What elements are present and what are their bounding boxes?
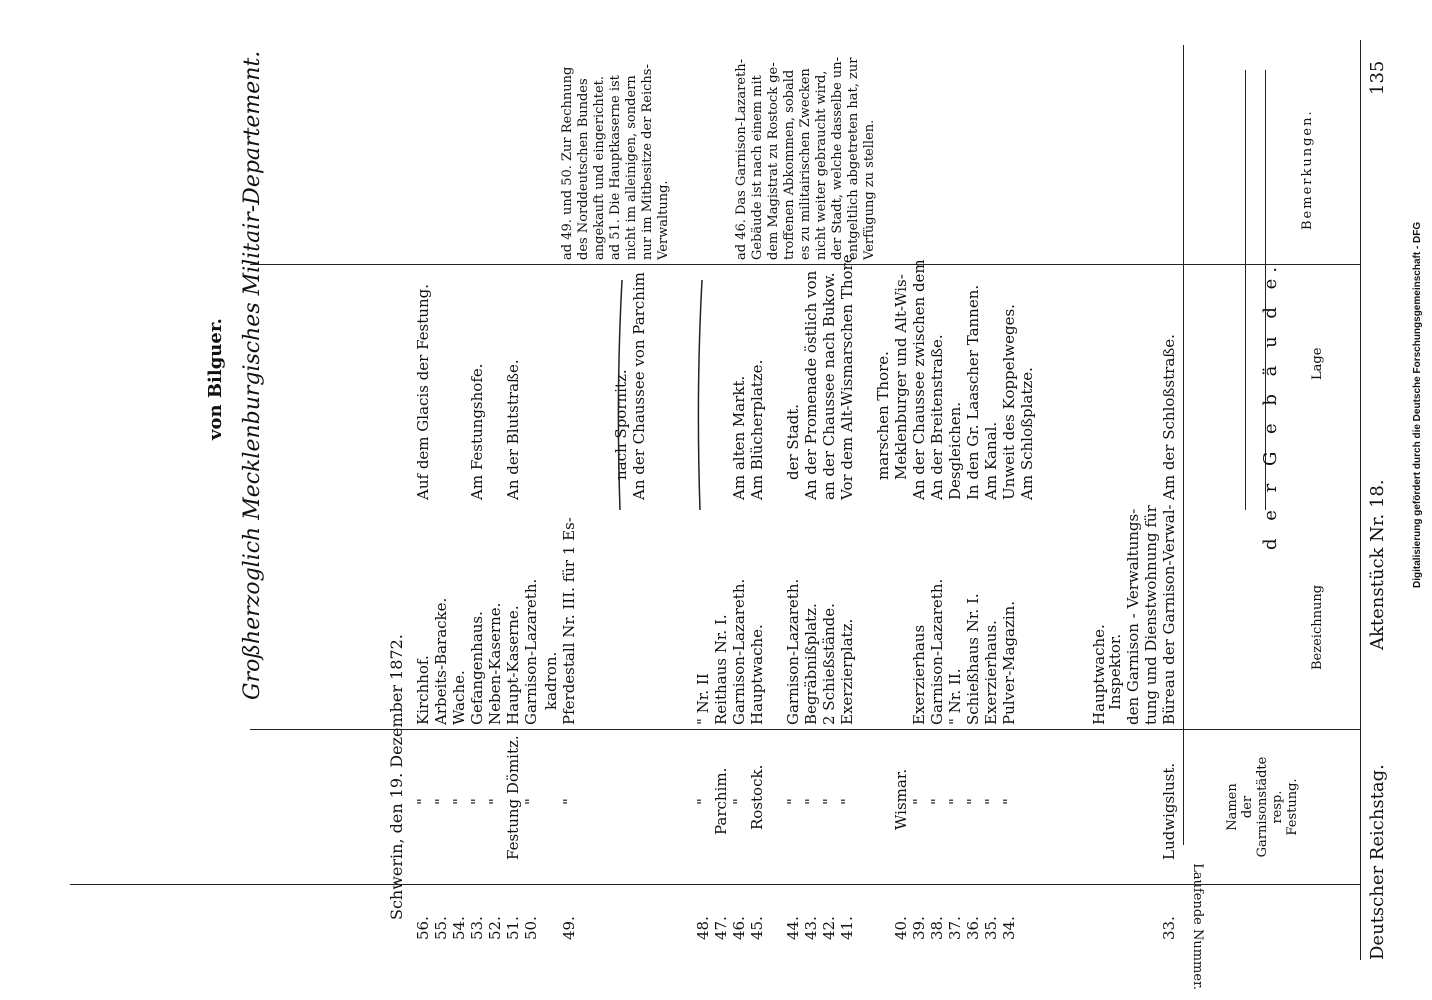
lage-52-55: Am Festungshofe. xyxy=(468,363,486,500)
number-45: 45. xyxy=(748,916,766,940)
note-49-51: ad 49. und 50. Zur Rechnung des Norddeutschen Bundes angekauft und eingerichtet. ad 51. Die Hauptkaserne ist nicht im alleinigen, sondern nur im Mitbesitze der Reichs- Verwaltung. xyxy=(560,64,671,260)
lage-34: Am Schloßplatze. xyxy=(1018,367,1036,500)
place-ditto-56: " xyxy=(414,798,432,805)
bez-42: 2 Schießstände. xyxy=(820,603,838,725)
bez-54: Wache. xyxy=(450,670,468,725)
page-number: 135 xyxy=(1367,60,1388,95)
bez-33a: Büreau der Garnison-Verwal- xyxy=(1160,504,1178,725)
bez-48: " Nr. II xyxy=(694,673,712,725)
place-ditto-49: " xyxy=(560,798,578,805)
number-49: 49. xyxy=(560,916,578,940)
place-ditto-44: " xyxy=(784,798,802,805)
lage-41-42a: Vor dem Alt-Wismarschen Thore xyxy=(838,254,856,500)
lage-47-49b: nach Spornitz. xyxy=(612,369,630,480)
number-42: 42. xyxy=(820,916,838,940)
header-right: Aktenstück Nr. 18. xyxy=(1367,479,1388,650)
bez-39: Garnison-Lazareth. xyxy=(928,578,946,725)
place-rostock: Rostock. xyxy=(748,764,766,830)
number-55: 55. xyxy=(432,916,450,940)
lage-43b: der Stadt. xyxy=(784,403,802,480)
brace-lines xyxy=(568,260,718,510)
lage-56: Auf dem Glacis der Festung. xyxy=(414,284,432,500)
bez-33c: den Garnison - Verwaltungs- xyxy=(1124,508,1142,725)
place-wismar: Wismar. xyxy=(892,768,910,830)
lage-38: Desgleichen. xyxy=(946,401,964,500)
header-laufende-nummer: Laufende Nummer. xyxy=(1190,863,1205,990)
header-lage: Lage xyxy=(1310,347,1325,380)
place-ludwigslust: Ludwigslust. xyxy=(1160,762,1178,860)
bez-44: Garnison-Lazareth. xyxy=(784,578,802,725)
bez-43: Begräbnißplatz. xyxy=(802,603,820,725)
number-35: 35. xyxy=(982,916,1000,940)
number-36: 36. xyxy=(964,916,982,940)
col-divider-lage xyxy=(250,264,1360,265)
place-doemitz: Festung Dömitz. xyxy=(504,735,522,860)
place-ditto-54: " xyxy=(450,798,468,805)
department-name: Großherzoglich Mecklenburgisches Militair-Departement. xyxy=(240,50,265,700)
bez-55: Arbeits-Baracke. xyxy=(432,597,450,725)
number-39: 39. xyxy=(910,916,928,940)
number-43: 43. xyxy=(802,916,820,940)
bez-47: Reithaus Nr. I. xyxy=(712,614,730,725)
place-ditto-35: " xyxy=(982,798,1000,805)
bez-52: Neben-Kaserne. xyxy=(486,602,504,725)
lage-40b: Meklenburger und Alt-Wis- xyxy=(892,274,910,480)
bez-40: Exerzierhaus xyxy=(910,624,928,725)
lage-40c: marschen Thore. xyxy=(874,351,892,480)
number-40: 40. xyxy=(892,916,910,940)
number-34: 34. xyxy=(1000,916,1018,940)
number-46: 46. xyxy=(730,916,748,940)
header-bezeichnung: Bezeichnung xyxy=(1310,584,1325,670)
lage-37: In den Gr. Laascher Tannen. xyxy=(964,284,982,500)
header-names: Namen der Garnisonstädte resp. Festung. xyxy=(1225,756,1300,858)
place-ditto-34: " xyxy=(1000,798,1018,805)
bez-38: " Nr. II. xyxy=(946,668,964,725)
col-divider-number xyxy=(70,884,1360,885)
place-ditto-52: " xyxy=(486,798,504,805)
bez-49b: kadron. xyxy=(542,651,560,710)
lage-46: Am alten Markt. xyxy=(730,375,748,500)
number-38: 38. xyxy=(928,916,946,940)
lage-43a: An der Promenade östlich von xyxy=(802,270,820,500)
place-ditto-53: " xyxy=(468,798,486,805)
place-ditto-48: " xyxy=(694,798,712,805)
bez-46: Garnison-Lazareth. xyxy=(730,578,748,725)
number-48: 48. xyxy=(694,916,712,940)
lage-35: Unweit des Koppelweges. xyxy=(1000,304,1018,500)
header-der-gebaeude: d e r G e b ä u d e. xyxy=(1260,260,1281,550)
signature: von Bilguer. xyxy=(205,318,226,440)
number-41: 41. xyxy=(838,916,856,940)
lage-39: An der Breitenstraße. xyxy=(928,334,946,500)
date-line: Schwerin, den 19. Dezember 1872. xyxy=(387,634,406,920)
lage-40a: An der Chaussee zwischen dem xyxy=(910,259,928,500)
bez-33d: Inspektor. xyxy=(1106,633,1124,710)
place-ditto-43: " xyxy=(802,798,820,805)
number-53: 53. xyxy=(468,916,486,940)
lage-50-51: An der Blutstraße. xyxy=(504,359,522,500)
top-rule xyxy=(1360,40,1361,960)
place-ditto-41: " xyxy=(838,798,856,805)
header-bottom-rule xyxy=(1183,45,1184,845)
place-ditto-36: " xyxy=(964,798,982,805)
number-52: 52. xyxy=(486,916,504,940)
place-ditto-50: " xyxy=(522,798,540,805)
number-56: 56. xyxy=(414,916,432,940)
place-ditto-42: " xyxy=(820,798,838,805)
number-50: 50. xyxy=(522,916,540,940)
header-subrule-a xyxy=(1245,70,1246,510)
bez-45: Hauptwache. xyxy=(748,624,766,725)
bez-37: Schießhaus Nr. I. xyxy=(964,593,982,725)
header-left: Deutscher Reichstag. xyxy=(1367,764,1388,960)
header-bemerkungen: Bemerkungen. xyxy=(1300,109,1315,230)
bez-53: Gefangenhaus. xyxy=(468,611,486,725)
number-54: 54. xyxy=(450,916,468,940)
number-47: 47. xyxy=(712,916,730,940)
bez-33b: tung und Dienstwohnung für xyxy=(1142,505,1160,725)
lage-41-42b: an der Chaussee nach Bukow. xyxy=(820,272,838,500)
bez-41: Exerzierplatz. xyxy=(838,618,856,725)
dfg-stamp: Digitalisierung gefördert durch die Deutsche Forschungsgemeinschaft - DFG xyxy=(1412,221,1423,588)
bez-36: Exerzierhaus. xyxy=(982,620,1000,725)
number-33: 33. xyxy=(1160,916,1178,940)
bez-56: Kirchhof. xyxy=(414,655,432,725)
place-ditto-55: " xyxy=(432,798,450,805)
lage-36: Am Kanal. xyxy=(982,421,1000,500)
lage-33: Am der Schloßstraße. xyxy=(1160,334,1178,500)
bez-35: Pulver-Magazin. xyxy=(1000,600,1018,725)
place-ditto-38: " xyxy=(928,798,946,805)
number-44: 44. xyxy=(784,916,802,940)
number-37: 37. xyxy=(946,916,964,940)
bez-34: Hauptwache. xyxy=(1090,624,1108,725)
col-divider-names xyxy=(250,729,1360,730)
bez-51: Haupt-Kaserne. xyxy=(504,605,522,725)
place-parchim: Parchim. xyxy=(712,767,730,835)
lage-45: Am Blücherplatze. xyxy=(748,359,766,500)
number-51: 51. xyxy=(504,916,522,940)
place-ditto-39: " xyxy=(910,798,928,805)
lage-47-49a: An der Chaussee von Parchim xyxy=(630,272,648,500)
note-46: ad 46. Das Garnison-Lazareth- Gebäude ist nach einem mit dem Magistrat zu Rostock ge- troffenen Abkommen, sobald es zu militairischen Zwecken nicht weiter gebraucht wird, der Stadt, welche dasselbe un- entgeltlich abgetreten hat, zur Verfügung zu stellen. xyxy=(734,56,877,260)
bez-49a: Pferdestall Nr. III. für 1 Es- xyxy=(560,517,578,725)
place-ditto-46: " xyxy=(730,798,748,805)
bez-50: Garnison-Lazareth. xyxy=(522,578,540,725)
place-ditto-37: " xyxy=(946,798,964,805)
